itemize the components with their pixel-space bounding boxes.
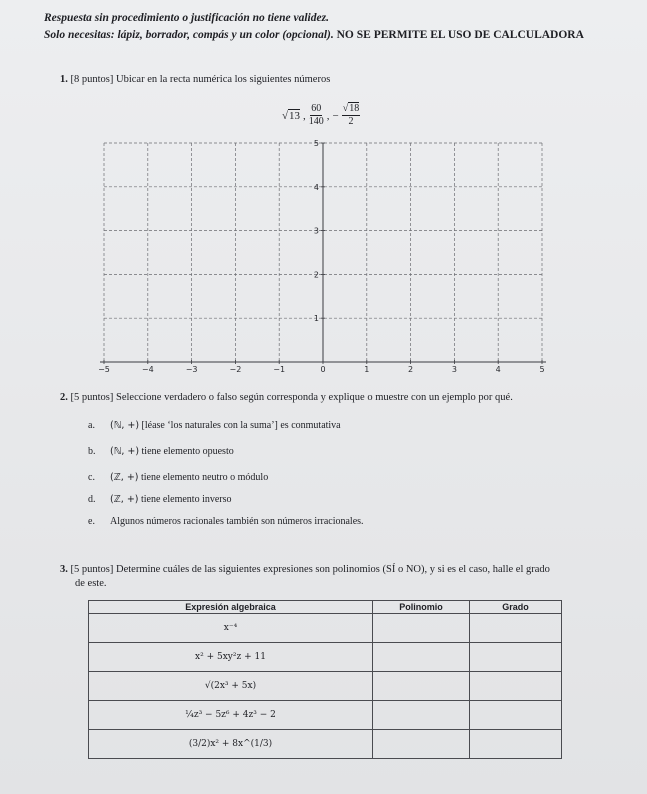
table-row xyxy=(89,672,562,701)
x-tick-label: 1 xyxy=(364,365,370,374)
x-tick-label: 0 xyxy=(320,365,326,374)
list-item: b. (ℕ, +) tiene elemento opuesto xyxy=(88,446,234,457)
list-item: d. (ℤ, +) tiene elemento inverso xyxy=(88,494,232,505)
y-tick-label: 2 xyxy=(313,270,319,280)
expression-cell: (3/2)x² + 8x^(1/3) xyxy=(89,730,373,759)
no-calculator-text: NO SE PERMITE EL USO DE CALCULADORA xyxy=(336,29,584,41)
question-3 xyxy=(60,564,550,575)
polynomial-answer-cell[interactable] xyxy=(373,614,470,643)
x-tick-label: 3 xyxy=(451,365,457,374)
header-degree: Grado xyxy=(470,601,562,614)
number-sqrt-13: √13 xyxy=(282,109,301,122)
degree-answer-cell[interactable] xyxy=(470,643,562,672)
degree-answer-cell[interactable] xyxy=(470,701,562,730)
list-item: c. (ℤ, +) tiene elemento neutro o módulo xyxy=(88,472,269,483)
question-2-number: 2. xyxy=(60,392,68,403)
table-row xyxy=(89,614,562,643)
number-neg-sqrt-18-over-2: $\frac{√18}{2}$ xyxy=(342,103,360,127)
polynomial-answer-cell[interactable] xyxy=(373,730,470,759)
polynomial-answer-cell[interactable] xyxy=(373,672,470,701)
expression-cell: ¼z³ − 5z⁶ + 4z³ − 2 xyxy=(89,701,373,730)
instructions-line-1: Respuesta sin procedimiento o justificación no tiene validez. xyxy=(44,12,329,24)
header-polynomial: Polinomio xyxy=(373,601,470,614)
x-tick-label: 5 xyxy=(539,365,545,374)
y-tick-label: 3 xyxy=(313,226,319,236)
question-3-number: 3. xyxy=(60,564,68,575)
table-row xyxy=(89,730,562,759)
x-tick-label: 4 xyxy=(495,365,501,374)
question-2 xyxy=(60,392,513,403)
expression-cell: √(2x³ + 5x) xyxy=(89,672,373,701)
table-row xyxy=(89,701,562,730)
degree-answer-cell[interactable] xyxy=(470,730,562,759)
question-3-text: [5 puntos] Determine cuáles de las siguientes expresiones son polinomios (SÍ o NO), y si es el caso, halle el grado xyxy=(70,564,550,575)
list-item: a. (ℕ, +) [léase ‘los naturales con la suma’] es conmutativa xyxy=(88,420,341,431)
numbers-to-locate: √13 , $\frac{60}{140}$ , − $\frac{√18}{2}$ xyxy=(282,103,360,127)
degree-answer-cell[interactable] xyxy=(470,614,562,643)
x-tick-label: 2 xyxy=(408,365,414,374)
table-row xyxy=(89,643,562,672)
polynomial-answer-cell[interactable] xyxy=(373,643,470,672)
polynomial-answer-cell[interactable] xyxy=(373,701,470,730)
y-tick-label: 5 xyxy=(313,139,319,148)
question-2-text: [5 puntos] Seleccione verdadero o falso según corresponda y explique o muestre con un ejemplo por qué. xyxy=(70,392,513,403)
materials-text: Solo necesitas: lápiz, borrador, compás y un color (opcional). xyxy=(44,29,334,41)
degree-answer-cell[interactable] xyxy=(470,672,562,701)
x-tick-label: −3 xyxy=(185,365,198,374)
header-expression: Expresión algebraica xyxy=(89,601,373,614)
question-1-number: 1. xyxy=(60,74,68,85)
y-tick-label: 4 xyxy=(313,182,319,192)
x-tick-label: −4 xyxy=(141,365,154,374)
table-header-row xyxy=(89,601,562,614)
expression-cell: x² + 5xy²z + 11 xyxy=(89,643,373,672)
x-tick-label: −2 xyxy=(229,365,242,374)
list-item: e. Algunos números racionales también son números irracionales. xyxy=(88,516,364,527)
question-3-text-cont: de este. xyxy=(75,578,107,589)
x-tick-label: −5 xyxy=(98,365,110,374)
y-tick-label: 1 xyxy=(313,314,319,324)
expression-cell: x⁻⁴ xyxy=(89,614,373,643)
x-tick-label: −1 xyxy=(273,365,286,374)
number-60-140: $\frac{60}{140}$ xyxy=(308,103,324,127)
polynomial-table xyxy=(88,600,562,759)
question-1-text: [8 puntos] Ubicar en la recta numérica los siguientes números xyxy=(70,74,331,85)
